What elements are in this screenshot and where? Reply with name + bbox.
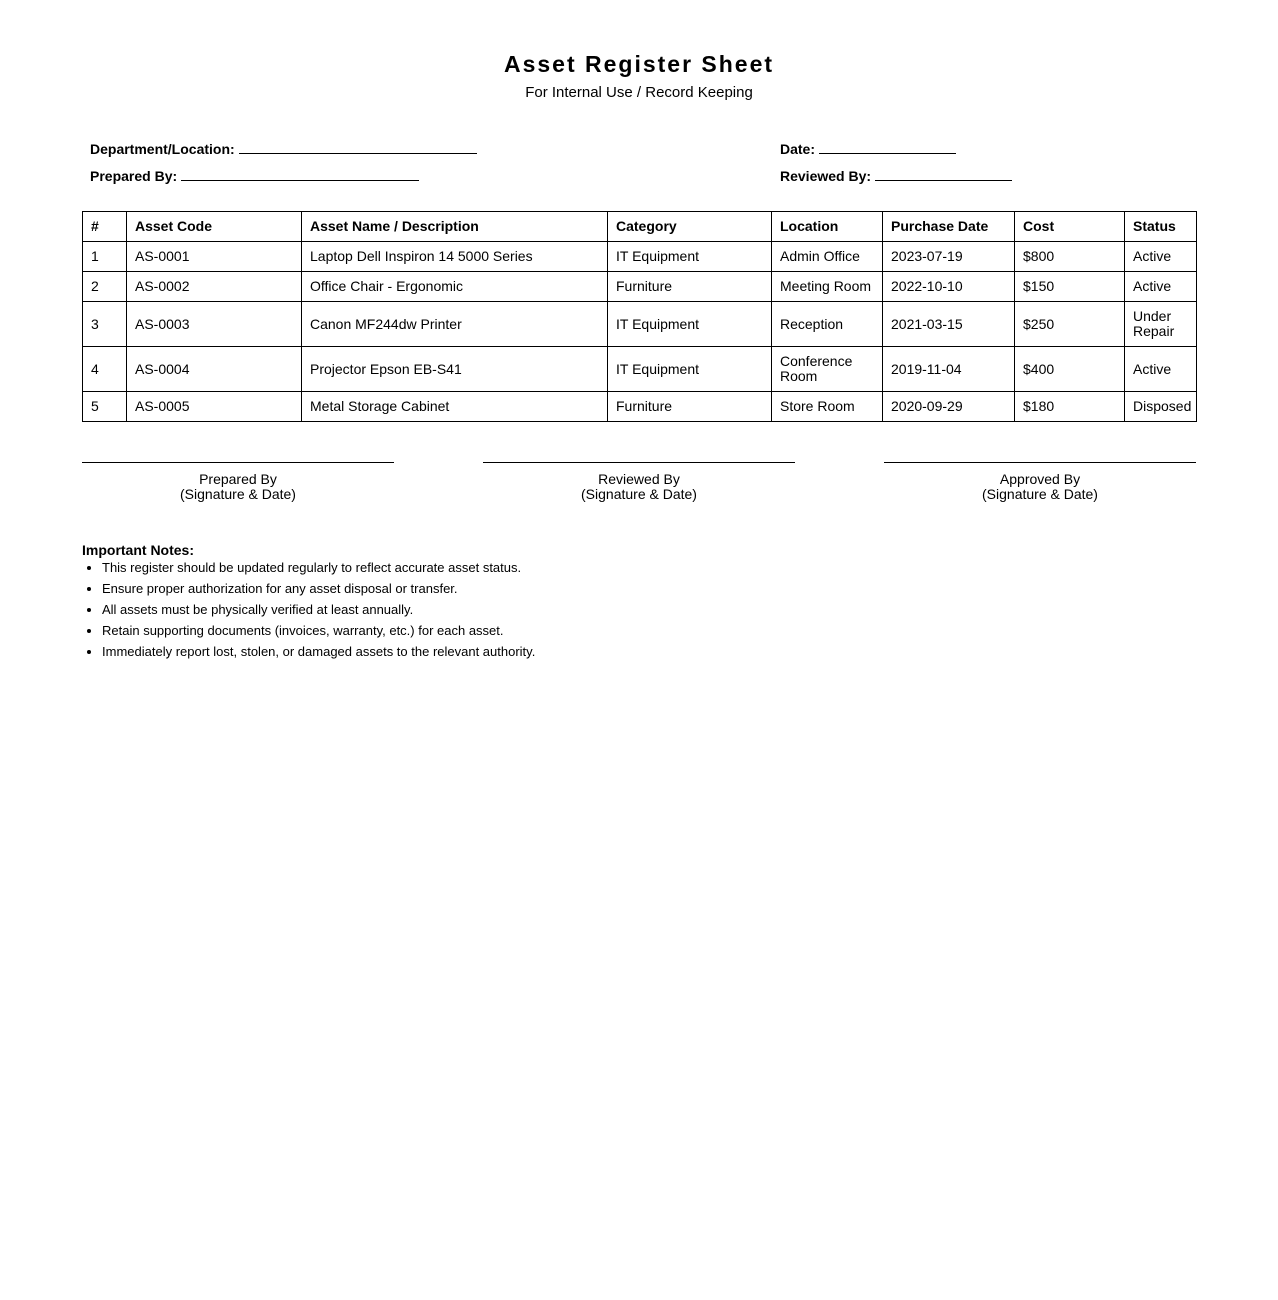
cell-asset-code: AS-0003 bbox=[127, 302, 302, 347]
cell-category: IT Equipment bbox=[608, 347, 772, 392]
table-row bbox=[83, 302, 1197, 347]
cell-number: 1 bbox=[83, 242, 127, 272]
reviewed-by-field bbox=[780, 166, 1012, 184]
note-item: • All assets must be physically verified at least annually. bbox=[102, 599, 535, 620]
date-label: Date: bbox=[780, 141, 816, 157]
signature-approved-by[interactable] bbox=[884, 462, 1196, 502]
cell-asset-code: AS-0005 bbox=[127, 392, 302, 422]
cell-asset-name: Laptop Dell Inspiron 14 5000 Series bbox=[302, 242, 608, 272]
date-field bbox=[780, 139, 956, 157]
cell-category: Furniture bbox=[608, 392, 772, 422]
cell-location: Conference Room bbox=[772, 347, 883, 392]
column-header-cost: Cost bbox=[1015, 212, 1125, 242]
cell-category: IT Equipment bbox=[608, 302, 772, 347]
prepared-by-field bbox=[90, 166, 419, 184]
signature-caption: (Signature & Date) bbox=[180, 486, 296, 502]
cell-location: Store Room bbox=[772, 392, 883, 422]
note-item: • Retain supporting documents (invoices, warranty, etc.) for each asset. bbox=[102, 620, 535, 641]
asset-register-table bbox=[82, 211, 1197, 422]
note-item: • Ensure proper authorization for any asset disposal or transfer. bbox=[102, 578, 535, 599]
table-row bbox=[83, 392, 1197, 422]
signature-prepared-by[interactable] bbox=[82, 462, 394, 502]
department-field bbox=[90, 139, 477, 157]
department-label: Department/Location: bbox=[90, 141, 235, 157]
cell-asset-name: Office Chair - Ergonomic bbox=[302, 272, 608, 302]
cell-purchase-date: 2023-07-19 bbox=[883, 242, 1015, 272]
cell-asset-name: Canon MF244dw Printer bbox=[302, 302, 608, 347]
reviewed-by-input-line[interactable] bbox=[875, 166, 1012, 181]
prepared-by-label: Prepared By: bbox=[90, 168, 178, 184]
signature-role: Reviewed By bbox=[598, 471, 680, 487]
cell-number: 2 bbox=[83, 272, 127, 302]
cell-asset-name: Metal Storage Cabinet bbox=[302, 392, 608, 422]
page-title: Asset Register Sheet bbox=[503, 51, 775, 77]
note-item: • This register should be updated regularly to reflect accurate asset status. bbox=[102, 557, 535, 578]
table-row bbox=[83, 272, 1197, 302]
cell-number: 5 bbox=[83, 392, 127, 422]
cell-cost: $180 bbox=[1015, 392, 1125, 422]
signature-caption: (Signature & Date) bbox=[982, 486, 1098, 502]
cell-status: Under Repair bbox=[1125, 302, 1197, 347]
column-header-asset-code: Asset Code bbox=[127, 212, 302, 242]
cell-number: 4 bbox=[83, 347, 127, 392]
cell-asset-code: AS-0001 bbox=[127, 242, 302, 272]
cell-status: Active bbox=[1125, 272, 1197, 302]
cell-purchase-date: 2021-03-15 bbox=[883, 302, 1015, 347]
page-subtitle: For Internal Use / Record Keeping bbox=[525, 84, 753, 101]
table-row bbox=[83, 347, 1197, 392]
cell-category: IT Equipment bbox=[608, 242, 772, 272]
cell-purchase-date: 2022-10-10 bbox=[883, 272, 1015, 302]
column-header-status: Status bbox=[1125, 212, 1197, 242]
reviewed-by-label: Reviewed By: bbox=[780, 168, 872, 184]
signature-role: Prepared By bbox=[199, 471, 277, 487]
signature-caption: (Signature & Date) bbox=[581, 486, 697, 502]
column-header-purchase-date: Purchase Date bbox=[883, 212, 1015, 242]
table-header-row bbox=[83, 212, 1197, 242]
signature-reviewed-by[interactable] bbox=[483, 462, 795, 502]
date-input-line[interactable] bbox=[819, 139, 956, 154]
cell-location: Admin Office bbox=[772, 242, 883, 272]
notes-title: Important Notes: bbox=[82, 542, 194, 558]
cell-number: 3 bbox=[83, 302, 127, 347]
note-item: • Immediately report lost, stolen, or damaged assets to the relevant authority. bbox=[102, 641, 535, 662]
cell-status: Disposed bbox=[1125, 392, 1197, 422]
column-header-asset-name: Asset Name / Description bbox=[302, 212, 608, 242]
cell-cost: $250 bbox=[1015, 302, 1125, 347]
prepared-by-input-line[interactable] bbox=[181, 166, 419, 181]
column-header-location: Location bbox=[772, 212, 883, 242]
cell-cost: $400 bbox=[1015, 347, 1125, 392]
cell-status: Active bbox=[1125, 347, 1197, 392]
cell-category: Furniture bbox=[608, 272, 772, 302]
cell-purchase-date: 2020-09-29 bbox=[883, 392, 1015, 422]
cell-cost: $800 bbox=[1015, 242, 1125, 272]
cell-location: Meeting Room bbox=[772, 272, 883, 302]
table-row bbox=[83, 242, 1197, 272]
department-input-line[interactable] bbox=[239, 139, 477, 154]
cell-asset-name: Projector Epson EB-S41 bbox=[302, 347, 608, 392]
cell-asset-code: AS-0002 bbox=[127, 272, 302, 302]
signature-role: Approved By bbox=[999, 471, 1081, 487]
cell-cost: $150 bbox=[1015, 272, 1125, 302]
column-header-number: # bbox=[83, 212, 127, 242]
cell-asset-code: AS-0004 bbox=[127, 347, 302, 392]
cell-location: Reception bbox=[772, 302, 883, 347]
cell-status: Active bbox=[1125, 242, 1197, 272]
cell-purchase-date: 2019-11-04 bbox=[883, 347, 1015, 392]
column-header-category: Category bbox=[608, 212, 772, 242]
notes-list bbox=[82, 557, 535, 662]
